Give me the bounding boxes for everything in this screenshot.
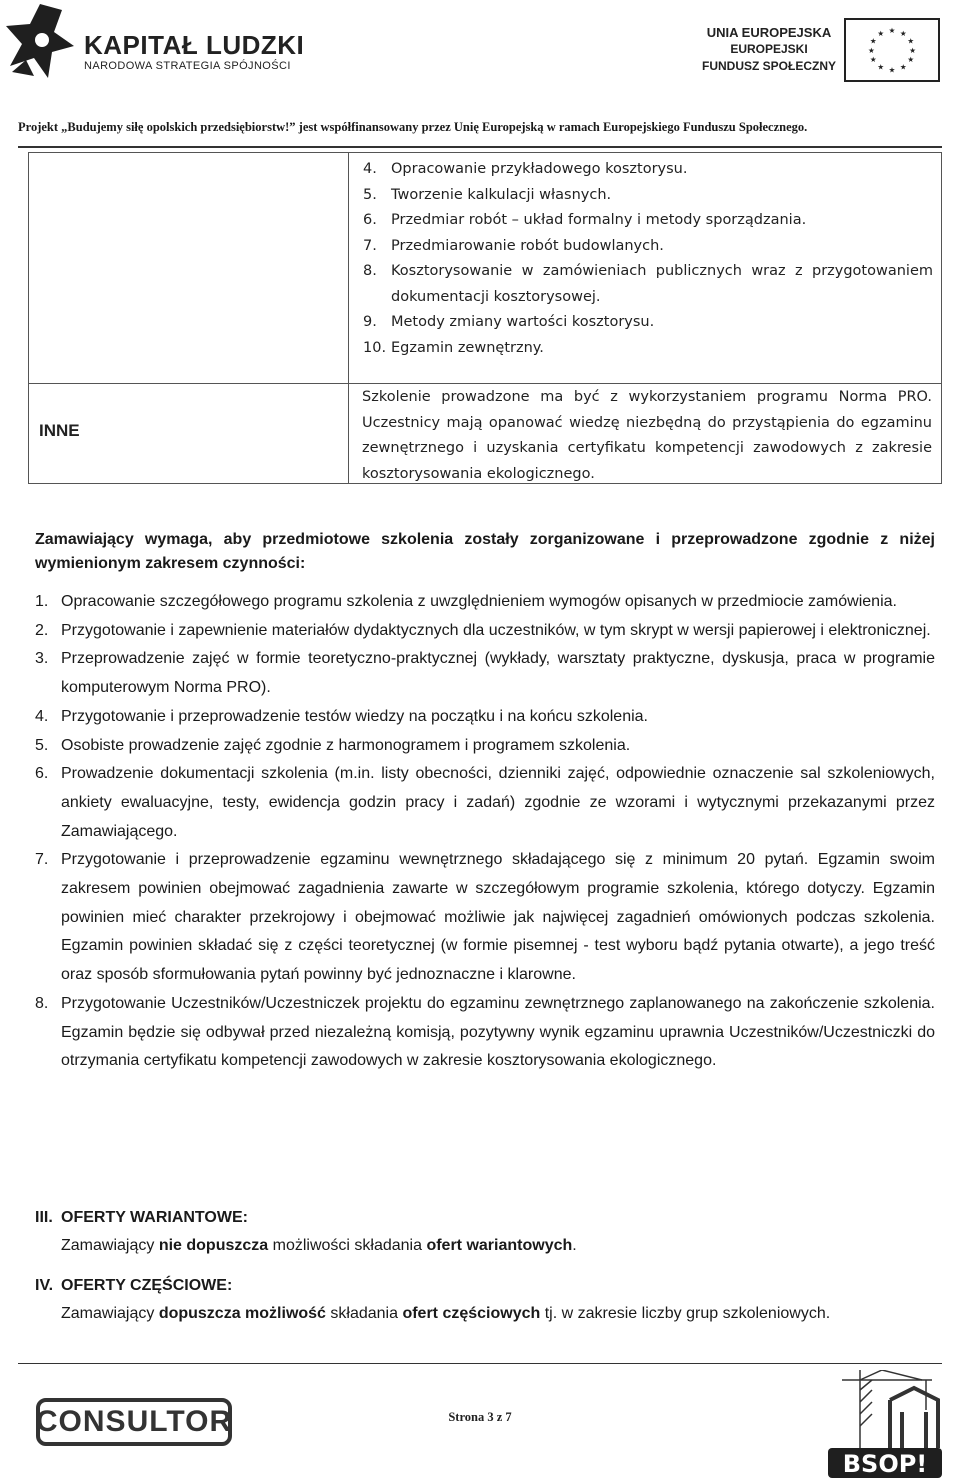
svg-text:★: ★ [888, 26, 896, 36]
eu-line-1: UNIA EUROPEJSKA [706, 25, 832, 40]
list-item: 4. Przygotowanie i przeprowadzenie testów wiedzy na początku i na końcu szkolenia. [35, 707, 648, 725]
list-item: 6. Prowadzenie dokumentacji szkolenia (m.in. listy obecności, dzienniki zajęć, odpowiednie oznaczenie sal szkoleniowych, ankiety ewaluacyjne, testy, ewidencja godzin pracy i zadań) zgodnie ze wzorami i wytycznymi przekazanymi przez Zamawiającego. [35, 765, 935, 840]
section-oferty-czesciowe [35, 1272, 935, 1328]
list-item: 1. Opracowanie szczegółowego programu szkolenia z uwzględnieniem wymogów opisanych w przedmiocie zamówienia. [35, 593, 897, 610]
inne-row-text: Szkolenie prowadzone ma być z wykorzystaniem programu Norma PRO. Uczestnicy mają opanować wiedzę niezbędną do przystąpienia do egzaminu zewnętrznego i uzyskania certyfikatu kompetencji zawodowych z zakresie kosztorysowania ekologicznego. [362, 389, 932, 482]
consultor-logo-text: CONSULTOR [35, 1405, 233, 1438]
eu-line-2: EUROPEJSKI [730, 42, 808, 56]
header-divider [18, 146, 942, 148]
svg-text:★: ★ [877, 28, 885, 38]
list-item: 5. Osobiste prowadzenie zajęć zgodnie z harmonogramem i programem szkolenia. [35, 736, 631, 754]
list-item: 2. Przygotowanie i zapewnienie materiałów dydaktycznych dla uczestników, w tym skrypt w wersji papierowej i elektronicznej. [35, 621, 931, 639]
svg-text:★: ★ [868, 45, 875, 55]
svg-text:★: ★ [888, 65, 896, 75]
bsop-logo-icon [822, 1370, 948, 1480]
svg-text:★: ★ [899, 62, 907, 72]
inne-row-label: INNE [39, 421, 80, 440]
table-column-divider [348, 153, 349, 483]
kapital-ludzki-title: KAPITAŁ LUDZKI [84, 30, 305, 60]
page-number: Strona 3 z 7 [448, 1410, 512, 1424]
module-item: 10. Egzamin zewnętrzny. [363, 339, 544, 356]
table-row-divider [29, 383, 941, 384]
module-item: 4. Opracowanie przykładowego kosztorysu. [363, 161, 688, 177]
list-item: 3. Przeprowadzenie zajęć w formie teoretyczno-praktycznej (wykłady, warsztaty praktyczne, dyskusja, praca w programie komputerowym Norma PRO). [35, 650, 935, 697]
svg-text:★: ★ [909, 45, 916, 55]
eu-logo-text [702, 24, 836, 75]
list-item: 8. Przygotowanie Uczestników/Uczestniczek projektu do egzaminu zewnętrznego zaplanowanego na zakończenie szkolenia. Egzamin będzie się odbywał przed niezależną komisją, pozytywny wynik egzaminu uprawnia Uczestników/Uczestniczki do otrzymania certyfikatu kompetencji zawodowych w zakresie kosztorysowania ekologicznego. [35, 994, 935, 1070]
module-item: 7. Przedmiarowanie robót budowlanych. [363, 237, 664, 254]
consultor-logo [36, 1398, 232, 1446]
svg-text:★: ★ [907, 36, 915, 46]
kapital-ludzki-logo-icon [4, 2, 78, 80]
svg-text:★: ★ [869, 36, 877, 46]
page-header [0, 0, 960, 150]
svg-text:★: ★ [877, 62, 885, 72]
module-item: 5. Tworzenie kalkulacji własnych. [363, 186, 612, 203]
svg-text:★: ★ [899, 28, 907, 38]
svg-text:★: ★ [869, 55, 877, 65]
eu-line-3: FUNDUSZ SPOŁECZNY [701, 59, 836, 73]
section-oferty-wariantowe [35, 1204, 935, 1260]
eu-flag-icon [844, 18, 940, 82]
section-body: Zamawiający dopuszcza możliwość składania ofert częściowych tj. w zakresie liczby grup szkoleniowych. [61, 1305, 831, 1322]
module-list [363, 157, 933, 361]
bsop-logo-text: BSOP! [842, 1450, 928, 1478]
footer-divider [18, 1363, 942, 1364]
list-item: 7. Przygotowanie i przeprowadzenie egzaminu wewnętrznego składającego się z minimum 20 pytań. Egzamin swoim zakresem powinien obejmować zagadnienia zawarte w szczegółowym programie szkolenia, którego dotyczy. Egzamin powinien mieć charakter przekrojowy i obejmować możliwie jak najwięcej zagadnień omówionych podczas szkolenia. Egzamin powinien składać się z części teoretycznej (w formie pisemnej - test wyboru bądź pytania otwarte), a jego treść oraz sposób sformułowania pytań powinny być jednoznaczne i klarowne. [35, 851, 935, 984]
module-item: 6. Przedmiar robót – układ formalny i metody sporządzania. [363, 212, 807, 228]
module-item: 8. Kosztorysowanie w zamówieniach publicznych wraz z przygotowaniem dokumentacji kosztorysowej. [363, 263, 933, 305]
training-program-table [28, 152, 942, 484]
svg-text:★: ★ [907, 55, 915, 65]
requirements-intro: Zamawiający wymaga, aby przedmiotowe szkolenia zostały zorganizowane i przeprowadzone zgodnie z niżej wymienionym zakresem czynności: [35, 531, 935, 572]
kapital-ludzki-subtitle: NARODOWA STRATEGIA SPÓJNOŚCI [84, 60, 291, 72]
section-heading: III. OFERTY WARIANTOWE: [35, 1209, 248, 1226]
module-item: 9. Metody zmiany wartości kosztorysu. [363, 314, 655, 330]
section-heading: IV. OFERTY CZĘŚCIOWE: [35, 1277, 233, 1294]
section-body: Zamawiający nie dopuszcza możliwości składania ofert wariantowych. [61, 1237, 577, 1254]
project-funding-line: Projekt „Budujemy siłę opolskich przedsiębiorstw!” jest współfinansowany przez Unię Europejską w ramach Europejskiego Funduszu Społecznego. [18, 120, 808, 134]
requirements-list [35, 588, 935, 1076]
